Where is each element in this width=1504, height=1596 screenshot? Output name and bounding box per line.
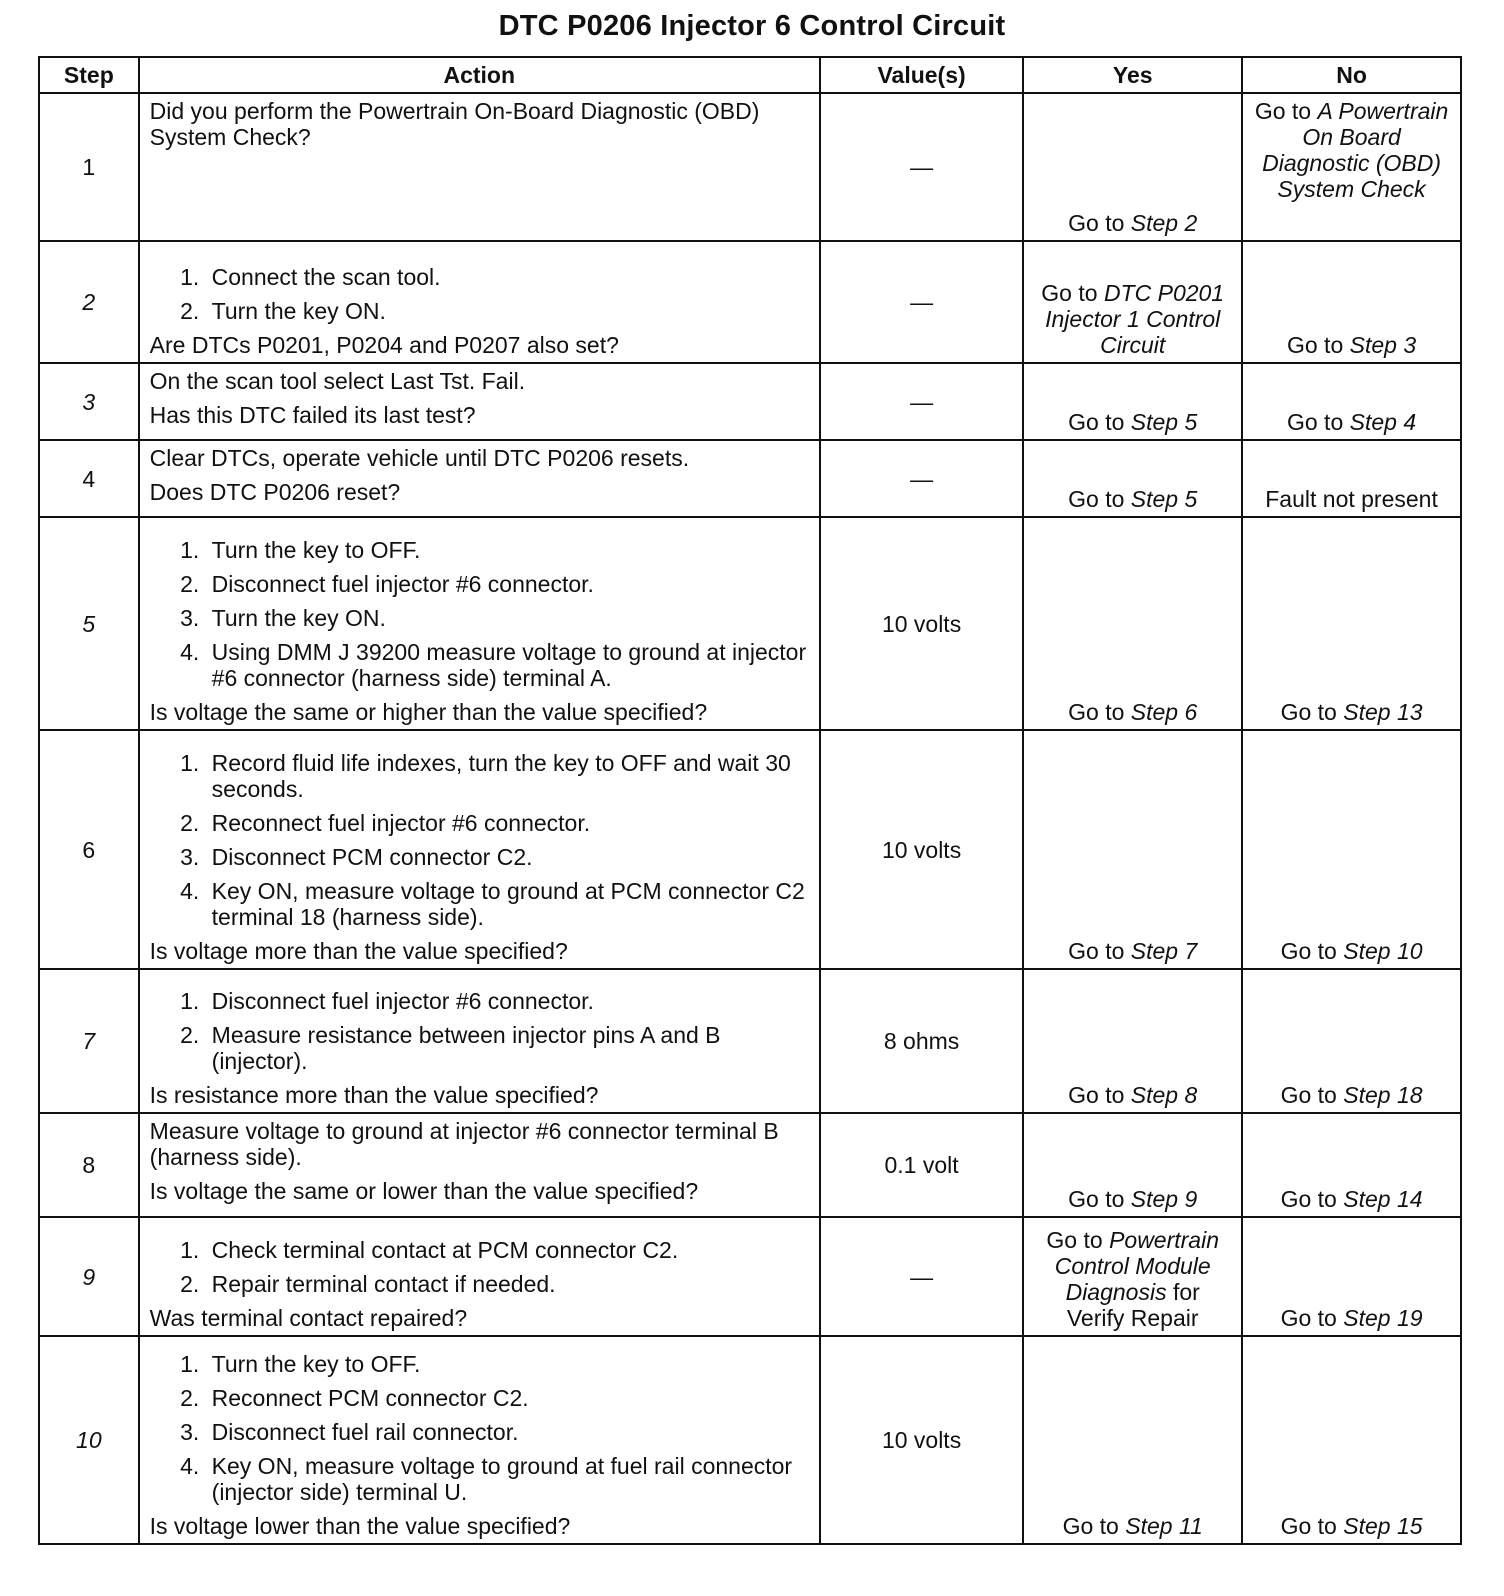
no-outcome <box>1242 93 1461 241</box>
outcome-prefix: Go to <box>1286 409 1350 435</box>
table-row <box>39 1113 1461 1217</box>
outcome-prefix: Go to <box>1068 486 1131 512</box>
outcome-reference: Step 3 <box>1349 332 1417 358</box>
action-question: Is voltage more than the value specified? <box>149 938 568 964</box>
outcome-text: Fault not present <box>1265 486 1438 512</box>
procedure-step: 4. Key ON, measure voltage to ground at PCM connector C2 terminal 18 (harness side). <box>206 878 809 930</box>
action-cell <box>139 241 820 363</box>
outcome-reference: Step 14 <box>1343 1186 1423 1212</box>
value-cell: 8 ohms <box>820 969 1023 1113</box>
outcome-prefix: Go to <box>1062 1513 1126 1539</box>
outcome-prefix: Go to <box>1046 1227 1110 1253</box>
action-cell <box>139 1336 820 1544</box>
action-cell <box>139 517 820 730</box>
procedure-steps <box>150 988 809 1074</box>
outcome-reference: Step 2 <box>1130 210 1198 236</box>
action-text: Clear DTCs, operate vehicle until DTC P0206 resets. <box>149 445 690 471</box>
procedure-steps <box>150 1237 809 1297</box>
outcome-prefix: Go to <box>1068 699 1131 725</box>
step-number: 2 <box>39 241 139 363</box>
procedure-step: 2. Reconnect PCM connector C2. <box>206 1385 809 1411</box>
no-outcome <box>1242 363 1461 440</box>
yes-outcome <box>1023 730 1242 969</box>
procedure-step: 2. Turn the key ON. <box>206 298 809 324</box>
step-number: 3 <box>39 363 139 440</box>
yes-outcome <box>1023 1217 1242 1336</box>
action-text: Measure voltage to ground at injector #6 connector terminal B (harness side). <box>149 1118 779 1170</box>
outcome-prefix: Go to <box>1280 938 1344 964</box>
procedure-steps <box>150 264 809 324</box>
column-header-no: No <box>1242 57 1461 93</box>
table-row <box>39 241 1461 363</box>
procedure-step: 1. Turn the key to OFF. <box>206 1351 809 1377</box>
column-header-values: Value(s) <box>820 57 1023 93</box>
step-number: 9 <box>39 1217 139 1336</box>
outcome-prefix: Go to <box>1280 1186 1344 1212</box>
diagnostic-table <box>38 56 1462 1545</box>
action-text: Has this DTC failed its last test? <box>149 402 476 428</box>
table-row <box>39 517 1461 730</box>
yes-outcome <box>1023 241 1242 363</box>
step-number: 1 <box>39 93 139 241</box>
value-cell: 10 volts <box>820 517 1023 730</box>
outcome-reference: Step 7 <box>1130 938 1198 964</box>
outcome-reference: Step 5 <box>1130 486 1198 512</box>
value-cell: — <box>820 241 1023 363</box>
outcome-reference: Step 8 <box>1130 1082 1198 1108</box>
outcome-prefix: Go to <box>1280 1305 1344 1331</box>
outcome-reference: Step 15 <box>1343 1513 1423 1539</box>
action-question: Was terminal contact repaired? <box>149 1305 468 1331</box>
action-question: Is voltage lower than the value specified? <box>149 1513 571 1539</box>
action-cell <box>139 1113 820 1217</box>
action-cell <box>139 969 820 1113</box>
action-cell <box>139 440 820 517</box>
outcome-prefix: Go to <box>1068 1082 1131 1108</box>
step-number: 5 <box>39 517 139 730</box>
outcome-prefix: Go to <box>1280 1082 1344 1108</box>
outcome-reference: DTC P0201 Injector 1 Control Circuit <box>1045 280 1225 358</box>
action-question: Are DTCs P0201, P0204 and P0207 also set? <box>149 332 619 358</box>
column-header-yes: Yes <box>1023 57 1242 93</box>
procedure-step: 2. Disconnect fuel injector #6 connector. <box>206 571 809 597</box>
value-cell: 0.1 volt <box>820 1113 1023 1217</box>
outcome-prefix: Go to <box>1041 280 1104 306</box>
outcome-reference: Step 6 <box>1130 699 1198 725</box>
table-row <box>39 1217 1461 1336</box>
table-row <box>39 440 1461 517</box>
yes-outcome <box>1023 517 1242 730</box>
outcome-prefix: Go to <box>1280 1513 1344 1539</box>
procedure-step: 2. Reconnect fuel injector #6 connector. <box>206 810 809 836</box>
table-row <box>39 363 1461 440</box>
outcome-prefix: Go to <box>1068 210 1131 236</box>
procedure-step: 3. Disconnect fuel rail connector. <box>206 1419 809 1445</box>
outcome-reference: Step 13 <box>1343 699 1423 725</box>
yes-outcome <box>1023 1336 1242 1544</box>
value-cell: — <box>820 93 1023 241</box>
action-question: Is resistance more than the value specified? <box>149 1082 599 1108</box>
outcome-prefix: Go to <box>1068 1186 1131 1212</box>
procedure-step: 1. Check terminal contact at PCM connector C2. <box>206 1237 809 1263</box>
table-row <box>39 1336 1461 1544</box>
step-number: 6 <box>39 730 139 969</box>
procedure-steps <box>150 1351 809 1505</box>
procedure-step: 4. Using DMM J 39200 measure voltage to ground at injector #6 connector (harness side) terminal A. <box>206 639 809 691</box>
outcome-suffix: for Verify Repair <box>1066 1279 1200 1331</box>
no-outcome <box>1242 1113 1461 1217</box>
outcome-prefix: Go to <box>1068 938 1131 964</box>
step-number: 10 <box>39 1336 139 1544</box>
value-cell: — <box>820 440 1023 517</box>
value-cell: 10 volts <box>820 730 1023 969</box>
procedure-steps <box>150 750 809 930</box>
action-cell <box>139 730 820 969</box>
outcome-reference: Step 19 <box>1343 1305 1423 1331</box>
outcome-prefix: Go to <box>1286 332 1350 358</box>
action-cell <box>139 93 820 241</box>
step-number: 7 <box>39 969 139 1113</box>
no-outcome <box>1242 517 1461 730</box>
step-number: 8 <box>39 1113 139 1217</box>
action-text: Does DTC P0206 reset? <box>149 479 401 505</box>
outcome-reference: Step 5 <box>1130 409 1198 435</box>
step-number: 4 <box>39 440 139 517</box>
outcome-reference: Step 4 <box>1349 409 1417 435</box>
action-cell <box>139 1217 820 1336</box>
outcome-reference: Step 9 <box>1130 1186 1198 1212</box>
procedure-step: 2. Repair terminal contact if needed. <box>206 1271 809 1297</box>
table-row <box>39 969 1461 1113</box>
action-cell <box>139 363 820 440</box>
procedure-step: 4. Key ON, measure voltage to ground at fuel rail connector (injector side) terminal U. <box>206 1453 809 1505</box>
value-cell: — <box>820 1217 1023 1336</box>
action-text: On the scan tool select Last Tst. Fail. <box>149 368 526 394</box>
yes-outcome <box>1023 1113 1242 1217</box>
outcome-reference: A Powertrain On Board Diagnostic (OBD) System Check <box>1262 98 1449 202</box>
yes-outcome <box>1023 93 1242 241</box>
yes-outcome <box>1023 969 1242 1113</box>
page-title: DTC P0206 Injector 6 Control Circuit <box>498 10 1006 42</box>
outcome-reference: Step 18 <box>1343 1082 1423 1108</box>
outcome-reference: Powertrain Control Module Diagnosis <box>1054 1227 1219 1305</box>
column-header-step: Step <box>39 57 139 93</box>
table-row <box>39 93 1461 241</box>
action-text: Did you perform the Powertrain On-Board Diagnostic (OBD) System Check? <box>149 98 760 150</box>
value-cell: 10 volts <box>820 1336 1023 1544</box>
procedure-step: 1. Record fluid life indexes, turn the key to OFF and wait 30 seconds. <box>206 750 809 802</box>
no-outcome <box>1242 440 1461 517</box>
procedure-step: 3. Turn the key ON. <box>206 605 809 631</box>
table-row <box>39 730 1461 969</box>
no-outcome <box>1242 1336 1461 1544</box>
outcome-prefix: Go to <box>1068 409 1131 435</box>
procedure-step: 1. Connect the scan tool. <box>206 264 809 290</box>
procedure-steps <box>150 537 809 691</box>
outcome-reference: Step 10 <box>1343 938 1423 964</box>
column-header-action: Action <box>139 57 820 93</box>
table-body <box>39 93 1461 1544</box>
procedure-step: 2. Measure resistance between injector pins A and B (injector). <box>206 1022 809 1074</box>
action-text: Is voltage the same or lower than the value specified? <box>149 1178 699 1204</box>
outcome-prefix: Go to <box>1280 699 1344 725</box>
action-question: Is voltage the same or higher than the value specified? <box>149 699 708 725</box>
procedure-step: 1. Turn the key to OFF. <box>206 537 809 563</box>
yes-outcome <box>1023 440 1242 517</box>
table-header-row <box>39 57 1461 93</box>
no-outcome <box>1242 1217 1461 1336</box>
no-outcome <box>1242 241 1461 363</box>
outcome-prefix: Go to <box>1254 98 1318 124</box>
procedure-step: 1. Disconnect fuel injector #6 connector. <box>206 988 809 1014</box>
no-outcome <box>1242 969 1461 1113</box>
no-outcome <box>1242 730 1461 969</box>
yes-outcome <box>1023 363 1242 440</box>
value-cell: — <box>820 363 1023 440</box>
procedure-step: 3. Disconnect PCM connector C2. <box>206 844 809 870</box>
outcome-reference: Step 11 <box>1125 1513 1203 1539</box>
